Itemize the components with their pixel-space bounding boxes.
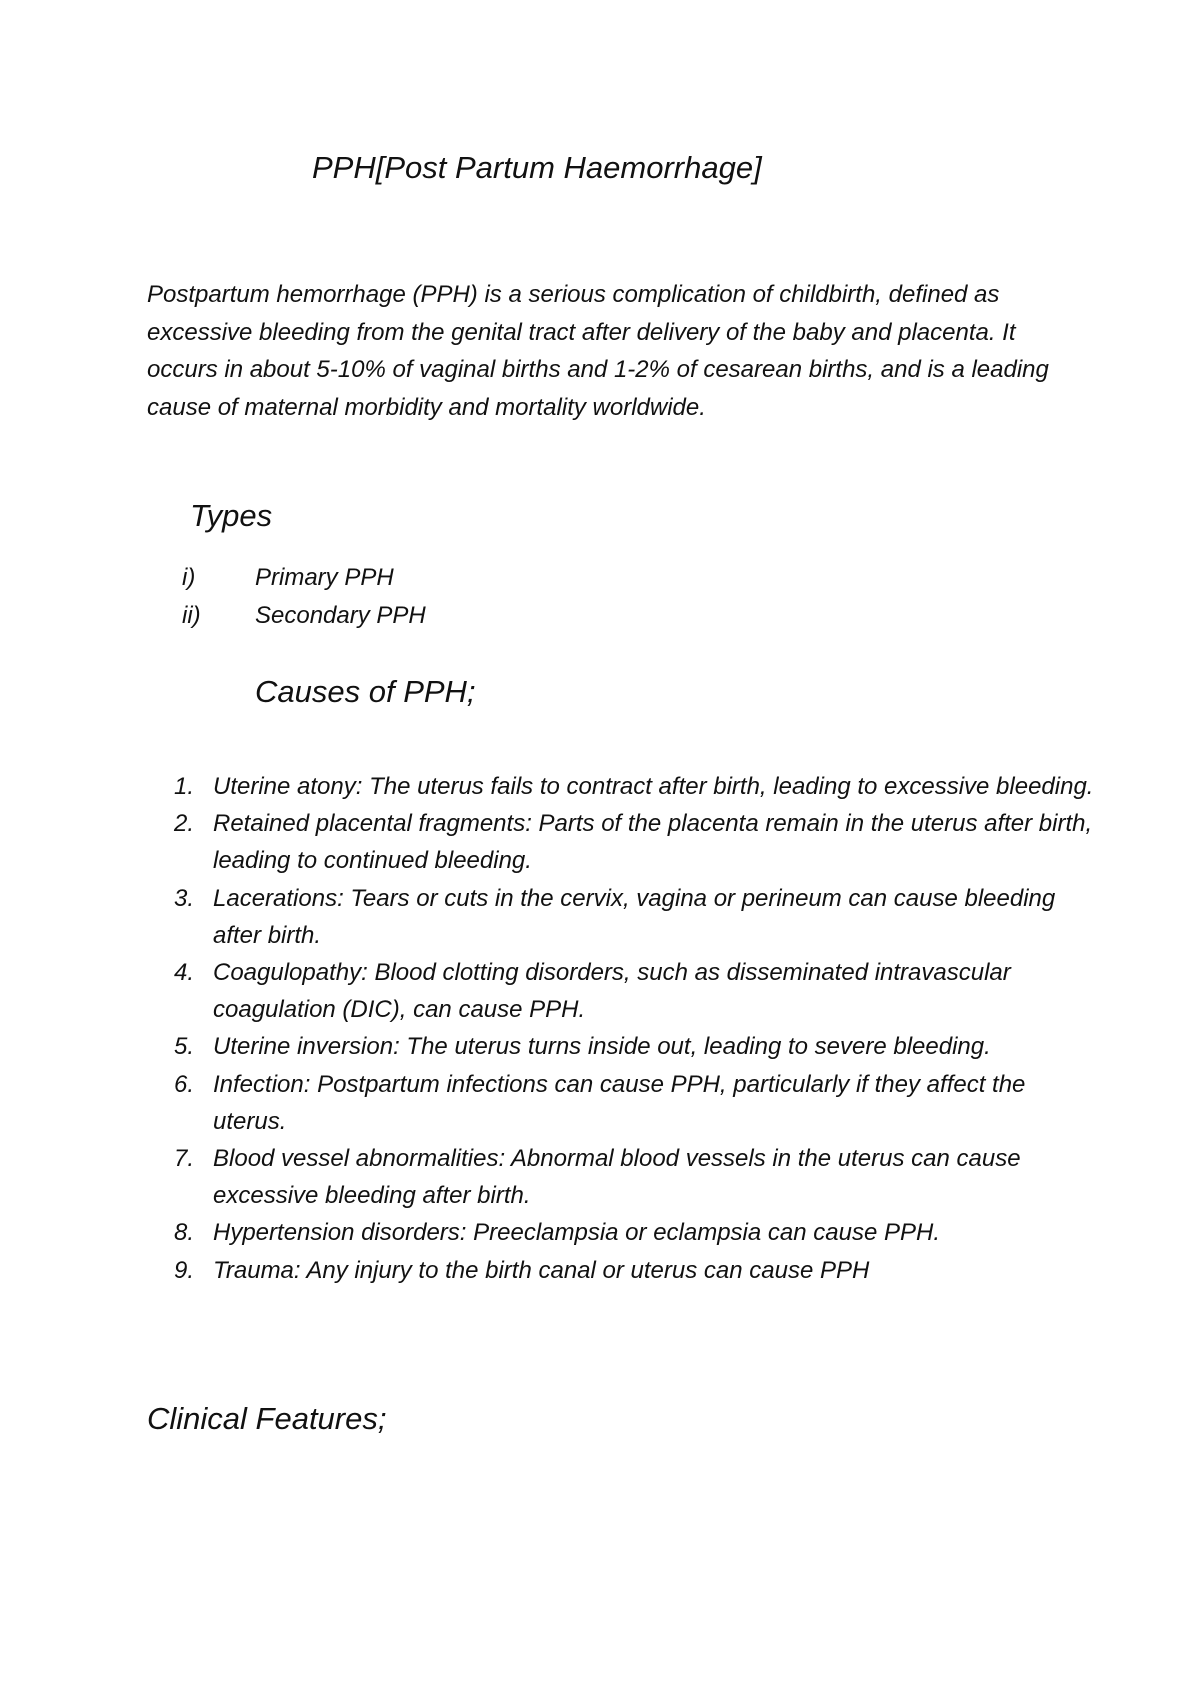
cause-item (168, 1028, 1098, 1065)
cause-item (168, 1066, 1098, 1140)
cause-item (168, 880, 1098, 954)
list-number: 5. (174, 1033, 195, 1061)
list-number: 4. (174, 959, 195, 987)
cause-text: Uterine inversion: The uterus turns inside out, leading to severe bleeding. (213, 1033, 991, 1061)
list-number: 1. (174, 773, 195, 800)
types-list-item (182, 597, 426, 635)
cause-item (168, 1140, 1098, 1214)
cause-text: Infection: Postpartum infections can cause PPH, particularly if they affect the uterus. (213, 1070, 1026, 1135)
cause-text: Lacerations: Tears or cuts in the cervix, vagina or perineum can cause bleeding after birth. (213, 884, 1056, 949)
causes-heading: Causes of PPH; (255, 674, 476, 709)
cause-text: Blood vessel abnormalities: Abnormal blood vessels in the uterus can cause excessive bleeding after birth. (213, 1145, 1021, 1210)
cause-item (168, 954, 1098, 1028)
cause-item (168, 1214, 1098, 1251)
cause-item (168, 768, 1098, 805)
type-label: Primary PPH (255, 564, 394, 591)
cause-text: Coagulopathy: Blood clotting disorders, such as disseminated intravascular coagulation (DIC), can cause PPH. (213, 959, 1011, 1024)
types-heading: Types (190, 498, 273, 533)
list-marker: ii) (182, 602, 201, 629)
cause-text: Trauma: Any injury to the birth canal or uterus can cause PPH (213, 1256, 870, 1284)
list-number: 9. (174, 1256, 195, 1284)
cause-item (168, 805, 1098, 879)
clinical-features-heading: Clinical Features; (147, 1401, 387, 1436)
types-list-item (182, 559, 426, 597)
intro-paragraph: Postpartum hemorrhage (PPH) is a serious complication of childbirth, defined as excessive bleeding from the genital tract after delivery of the baby and placenta. It occurs in about 5-10% of vaginal births and 1-2% of cesarean births, and is a leading cause of maternal morbidity and mortality worldwide. (147, 281, 1049, 421)
list-number: 6. (174, 1070, 195, 1098)
document-title: PPH[Post Partum Haemorrhage] (312, 150, 762, 185)
types-list (182, 559, 426, 635)
cause-text: Hypertension disorders: Preeclampsia or eclampsia can cause PPH. (213, 1219, 940, 1247)
list-number: 2. (174, 810, 195, 838)
cause-item (168, 1252, 1098, 1289)
type-label: Secondary PPH (255, 602, 426, 629)
cause-text: Retained placental fragments: Parts of the placenta remain in the uterus after birth, leading to continued bleeding. (213, 810, 1093, 875)
causes-list (168, 768, 1098, 1289)
list-number: 8. (174, 1219, 195, 1247)
list-number: 3. (174, 884, 195, 912)
cause-text: Uterine atony: The uterus fails to contract after birth, leading to excessive bleeding. (213, 773, 1094, 800)
list-marker: i) (182, 564, 196, 591)
list-number: 7. (174, 1145, 195, 1173)
